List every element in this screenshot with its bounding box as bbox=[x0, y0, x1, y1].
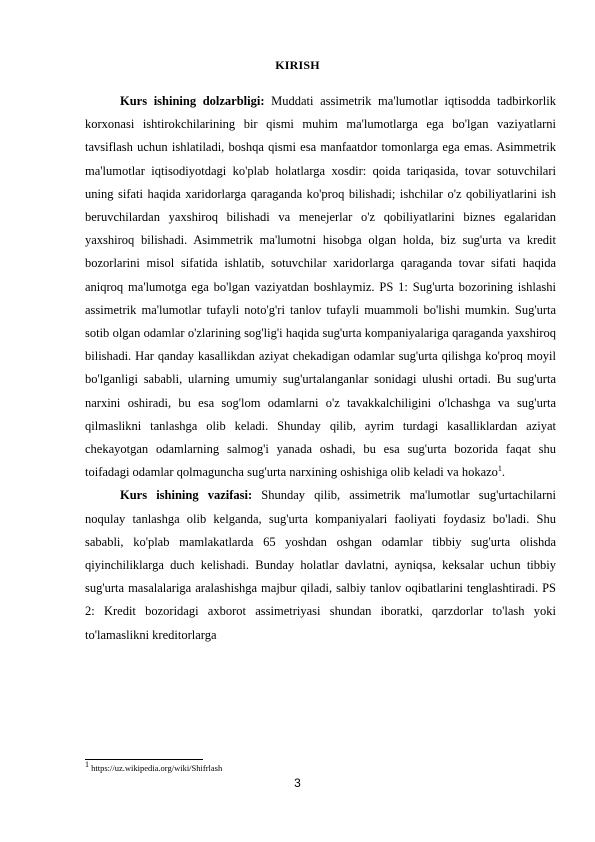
paragraph-text: Muddati assimetrik ma'lumotlar iqtisodda tadbirkorlik korxonasi ishtirokchilarining bir qismi muhim ma'lumotlarga ega bo'lgan vaziyatlarni tavsiflash uchun ishlatiladi, boshqa qismi esa manfaatdor tomonlarga ega emas. Asimmetrik ma'lumotlar iqtisodiyotdagi ko'plab holatlarga xosdir: qoida tariqasida, tovar sotuvchilari uning sifati haqida xaridorlarga qaraganda ko'proq bilishadi; ishchilar o'z qobiliyatlarini ish beruvchilardan yaxshiroq bilishadi va menejerlar o'z qobiliyatlarini biznes egalaridan yaxshiroq bilishadi. Asimmetrik ma'lumotni hisobga olgan holda, biz sug'urta va kredit bozorlarini misol sifatida ishlatib, sotuvchilar xaridorlarga qaraganda tovar sifati haqida aniqroq ma'lumotga ega bo'lgan vaziyatdan boshlaymiz. PS 1: Sug'urta bozorining ishlashi assimetrik ma'lumotlar tufayli noto'g'ri tanlov tufayli muammoli bo'lishi mumkin. Sug'urta sotib olgan odamlar o'zlarining sog'lig'i haqida sug'urta kompaniyalariga qaraganda yaxshiroq bilishadi. Har qanday kasallikdan aziyat chekadigan odamlar sug'urta qilishga ko'proq moyil bo'lganligi sababli, ularning umumiy sug'urtalanganlar sonidagi ulushi ortadi. Bu sug'urta narxini oshiradi, bu esa sog'lom odamlarni o'z tavakkalchiligini o'lchashga va sug'urta qilmaslikni tanlashga olib keladi. Shunday qilib, ayrim turdagi kasalliklardan aziyat chekayotgan odamlarning salmog'i yanada oshadi, bu esa sug'urta bozorida faqat shu toifadagi odamlar qolmaguncha sug'urta narxining oshishiga olib keladi va hokazo bbox=[85, 94, 556, 480]
footnote-link[interactable]: https://uz.wikipedia.org/wiki/Shifrlash bbox=[89, 763, 223, 773]
footnote bbox=[85, 760, 223, 774]
paragraph-text: Shunday qilib, assimetrik ma'lumotlar sug'urtachilarni noqulay tanlashga olib kelganda, sug'urta kompaniyalari faoliyati foydasiz bo'ladi. Shu sababli, ko'plab mamlakatlarda 65 yoshdan oshgan odamlar tibbiy sug'urta olishda qiyinchiliklarga duch kelishadi. Bunday holatlar davlatni, ayniqsa, keksalar uchun tibbiy sug'urta masalalariga aralashishga majbur qiladi, salbiy tanlov oqibatlarini tenglashtiradi. PS 2: Kredit bozoridagi axborot assimetriyasi shundan iboratki, qarzdorlar to'lash yoki to'lamaslikni kreditorlarga bbox=[85, 488, 556, 642]
paragraph-end: . bbox=[501, 465, 506, 480]
paragraph-lead: Kurs ishining vazifasi: bbox=[120, 488, 253, 503]
footnote-number: 1 bbox=[85, 760, 89, 770]
footnote-divider bbox=[85, 759, 203, 760]
page-number: 3 bbox=[294, 776, 301, 790]
page-title: KIRISH bbox=[275, 58, 320, 72]
paragraph-tasks bbox=[85, 484, 556, 646]
paragraph-relevance bbox=[85, 90, 556, 484]
body-text bbox=[85, 90, 556, 647]
paragraph-lead: Kurs ishining dolzarbligi: bbox=[120, 94, 265, 108]
footnote-reference[interactable]: 1 bbox=[497, 464, 502, 474]
